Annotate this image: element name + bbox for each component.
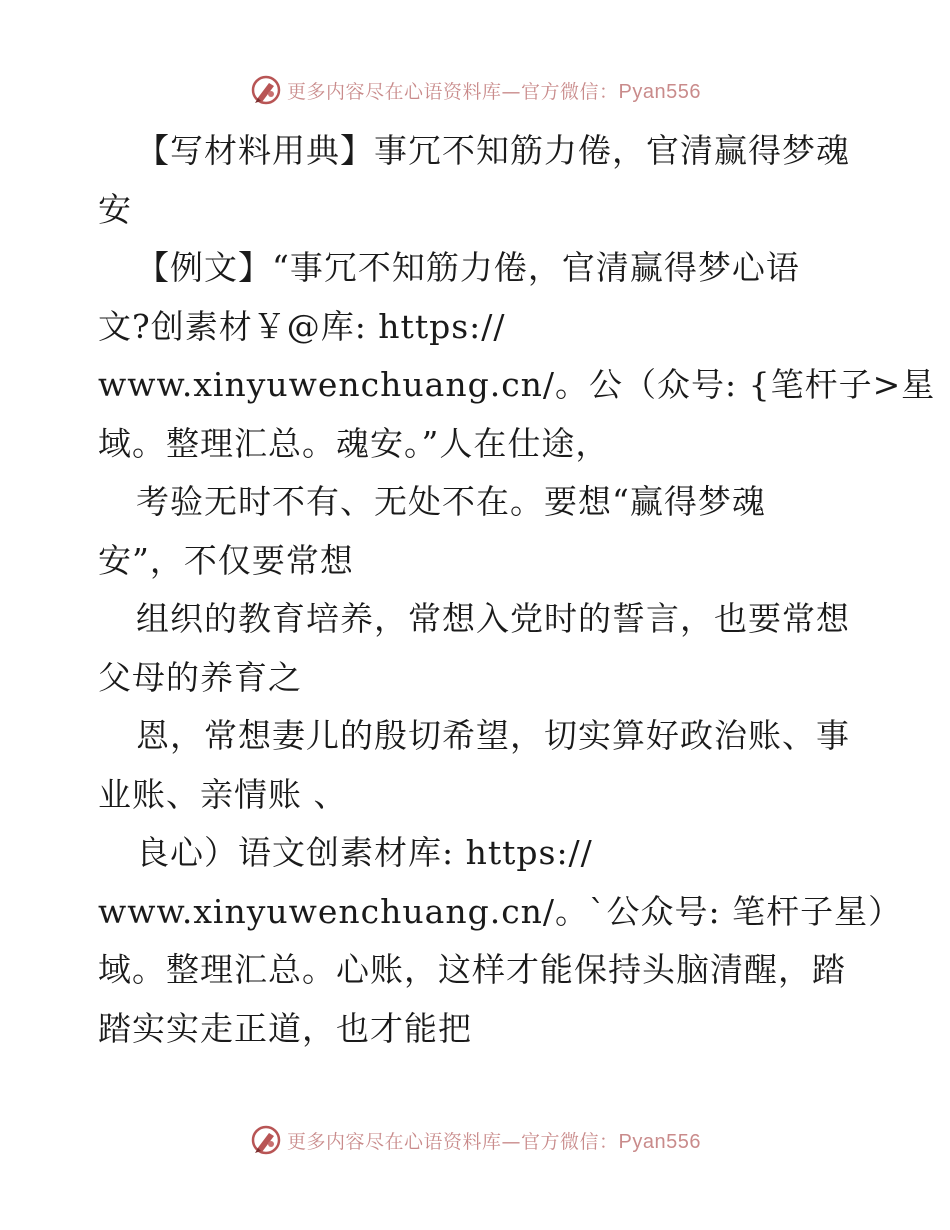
text-line: 考验无时不有、无处不在。要想“赢得梦魂 <box>136 482 766 521</box>
text-line: 安”，不仅要常想 <box>98 540 354 580</box>
document-body <box>98 122 936 1058</box>
text-line: 良心）语文创素材库: https:// <box>136 833 593 872</box>
text-line: 组织的教育培养，常想入党时的誓言，也要常想 <box>136 599 850 638</box>
pen-logo-icon <box>249 73 283 107</box>
text-line: 域。整理汇总。心账，这样才能保持头脑清醒，踏 <box>98 950 846 989</box>
footer-banner-text: 更多内容尽在心语资料库—官方微信：Pyan556 <box>287 1130 701 1153</box>
text-line: 踏实实走正道，也才能把 <box>98 1008 472 1048</box>
text-line: www.xinyuwenchuang.cn/。公（众号: {笔杆子>星 <box>98 365 936 404</box>
text-line: 安 <box>98 189 132 229</box>
text-line: 恩，常想妻儿的殷切希望，切实算好政治账、事 <box>136 716 850 755</box>
text-line: 父母的养育之 <box>98 657 302 697</box>
text-line: 文?创素材￥@库: https:// <box>98 306 506 346</box>
text-line: 业账、亲情账 、 <box>98 774 348 814</box>
text-line: 域。整理汇总。魂安。”人在仕途， <box>98 423 610 463</box>
header-banner <box>0 70 950 110</box>
text-line: www.xinyuwenchuang.cn/。`公众号: 笔杆子星） <box>98 891 903 931</box>
pen-logo-icon <box>249 1123 283 1157</box>
text-line: 【例文】“事冗不知筋力倦，官清赢得梦心语 <box>136 248 800 287</box>
text-line: 【写材料用典】事冗不知筋力倦，官清赢得梦魂 <box>136 131 850 170</box>
footer-banner <box>0 1120 950 1160</box>
header-banner-text: 更多内容尽在心语资料库—官方微信：Pyan556 <box>287 80 701 103</box>
